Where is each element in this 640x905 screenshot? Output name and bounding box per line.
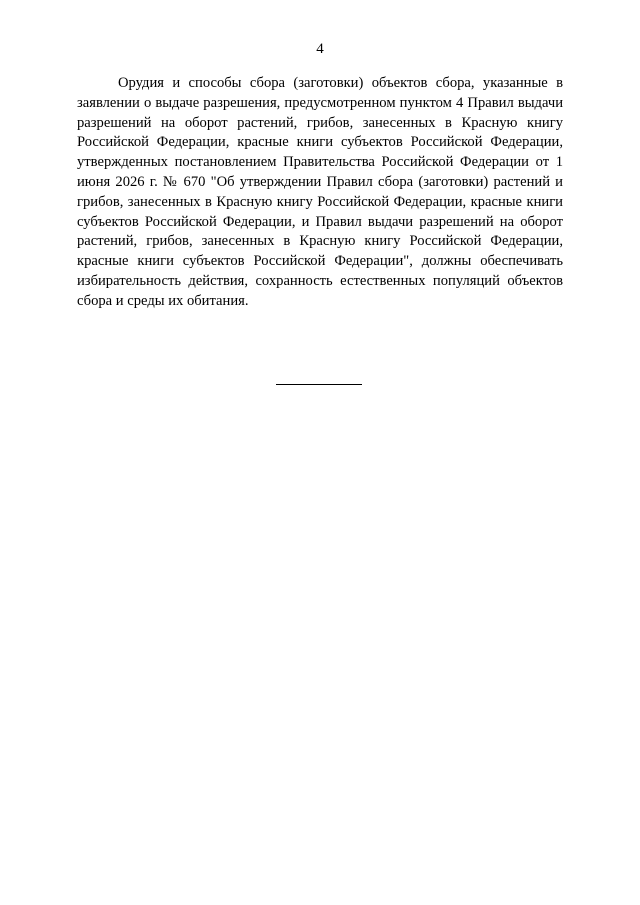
page-number: 4	[316, 41, 324, 57]
end-separator-line	[276, 384, 362, 385]
body-paragraph: Орудия и способы сбора (заготовки) объектов сбора, указанные в заявлении о выдаче разрешения, предусмотренном пунктом 4 Правил выдачи разрешений на оборот растений, грибов, занесенных в Красную книгу Российской Федерации, красные книги субъектов Российской Федерации, утвержденных постановлением Правительства Российской Федерации от 1 июня 2026 г. № 670 "Об утверждении Правил сбора (заготовки) растений и грибов, занесенных в Красную книгу Российской Федерации, красные книги субъектов Российской Федерации, и Правил выдачи разрешений на оборот растений, грибов, занесенных в Красную книгу Российской Федерации, красные книги субъектов Российской Федерации", должны обеспечивать избирательность действия, сохранность естественных популяций объектов сбора и среды их обитания.	[77, 75, 563, 309]
